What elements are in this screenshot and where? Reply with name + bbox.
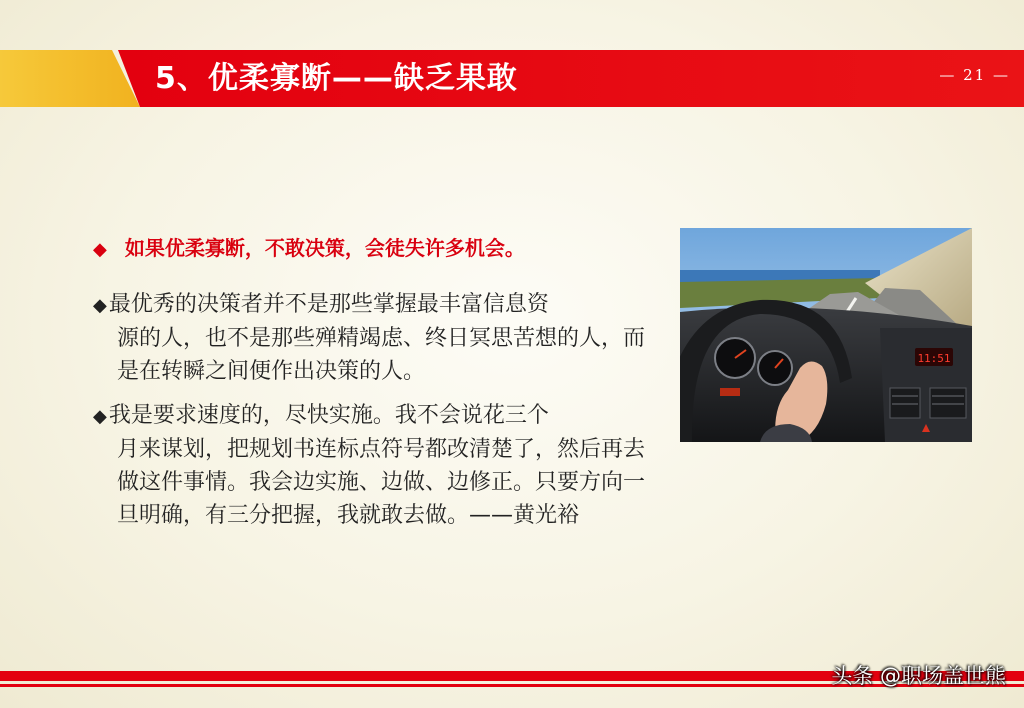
headline-text: 如果优柔寡断，不敢决策，会徒失许多机会。	[124, 236, 525, 260]
paragraph-continuation: 源的人，也不是那些殚精竭虑、终日冥思苦想的人，而是在转瞬之间便作出决策的人。	[117, 326, 646, 384]
watermark: 头条 @职场盖世熊	[831, 664, 1006, 688]
page-number: — 21 —	[939, 66, 1010, 84]
title-bar-yellow-accent	[0, 50, 140, 107]
slide-title: 5、优柔寡断——缺乏果敢	[155, 61, 518, 96]
paragraph-first-line: 最优秀的决策者并不是那些掌握最丰富信息资	[108, 292, 549, 317]
diamond-bullet-icon: ◆	[93, 406, 107, 427]
paragraph-quote	[93, 399, 653, 532]
photo-illustration	[680, 228, 972, 442]
paragraph-first-line: 我是要求速度的，尽快实施。我不会说花三个	[108, 403, 549, 428]
car-dashboard-road-photo	[680, 228, 972, 442]
paragraph-decision-makers	[93, 288, 653, 388]
paragraph-continuation: 月来谋划，把规划书连标点符号都改清楚了，然后再去做这件事情。我会边实施、边做、边修正。只要方向一旦明确，有三分把握，我就敢去做。——黄光裕	[117, 437, 646, 528]
headline	[93, 232, 525, 261]
diamond-bullet-icon: ◆	[93, 295, 107, 316]
title-bar	[0, 50, 1024, 107]
dashboard-clock: 11:51	[917, 352, 951, 365]
diamond-bullet-icon: ◆	[93, 239, 107, 260]
